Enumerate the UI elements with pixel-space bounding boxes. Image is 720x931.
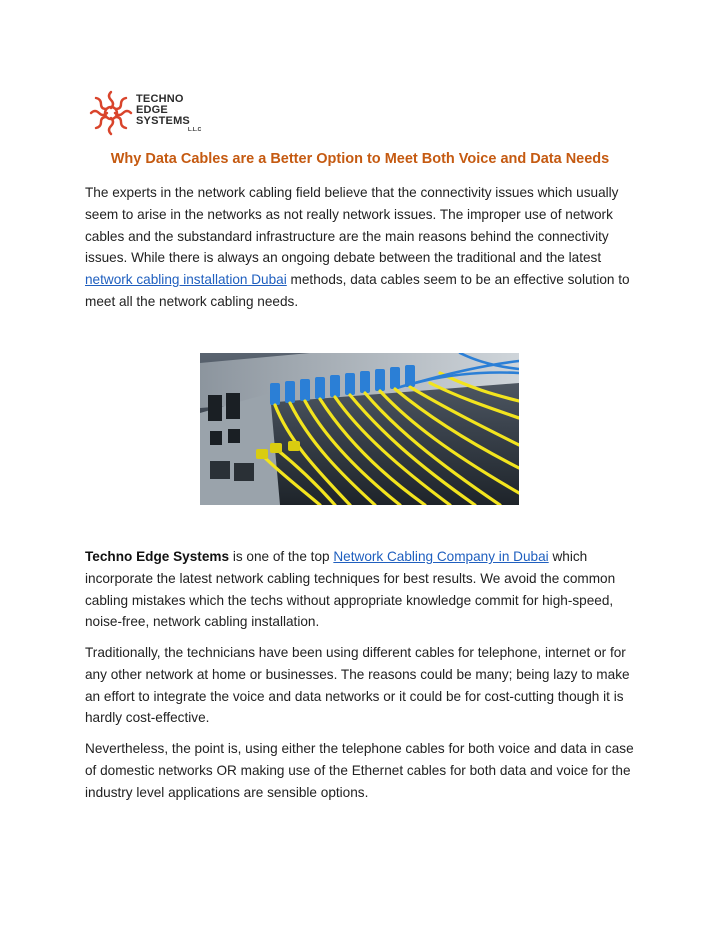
page-title: Why Data Cables are a Better Option to Meet Both Voice and Data Needs: [110, 151, 610, 167]
logo-line-3: SYSTEMS: [136, 115, 190, 127]
company-name: Techno Edge Systems: [85, 549, 230, 564]
logo-mark-icon: [88, 86, 134, 138]
network-cables-photo: [200, 353, 519, 505]
logo-wordmark: [136, 94, 202, 133]
intro-text-after: methods, data cables seem to be an effective solution to meet all the network cabling needs.: [85, 272, 630, 309]
company-text-after: which incorporate the latest network cabling techniques for best results. We avoid the common cabling mistakes which the techs without appropriate knowledge commit for high-speed, noise-free, network cabling installation.: [85, 549, 616, 630]
intro-text-before: The experts in the network cabling field believe that the connectivity issues which usually seem to arise in the networks as not really network issues. The improper use of network cables and the substandard infrastructure are the main reasons behind the connectivity issues. While there is always an ongoing debate between the traditional and the latest: [85, 185, 619, 266]
logo-llc: L.L.C: [188, 127, 202, 133]
network-cabling-installation-link[interactable]: network cabling installation Dubai: [85, 272, 287, 288]
company-logo: [88, 86, 202, 138]
logo-line-2: EDGE: [136, 104, 168, 116]
network-cables-image: [200, 353, 519, 505]
traditional-paragraph: Traditionally, the technicians have been using different cables for telephone, internet or for any other network at home or businesses. The reasons could be many; being lazy to make an effort to integrate the voice and data networks or it could be for cost-cutting though it is hardly cost-effective.: [85, 645, 630, 726]
conclusion-paragraph: Nevertheless, the point is, using either the telephone cables for both voice and data in case of domestic networks OR making use of the Ethernet cables for both data and voice for the industry level applications are sensible options.: [85, 741, 634, 800]
network-cabling-company-link[interactable]: Network Cabling Company in Dubai: [333, 549, 549, 564]
company-text-before: is one of the top: [229, 549, 334, 564]
intro-paragraph: [85, 182, 640, 313]
logo-line-1: TECHNO: [136, 93, 184, 105]
company-paragraph: [85, 546, 640, 633]
